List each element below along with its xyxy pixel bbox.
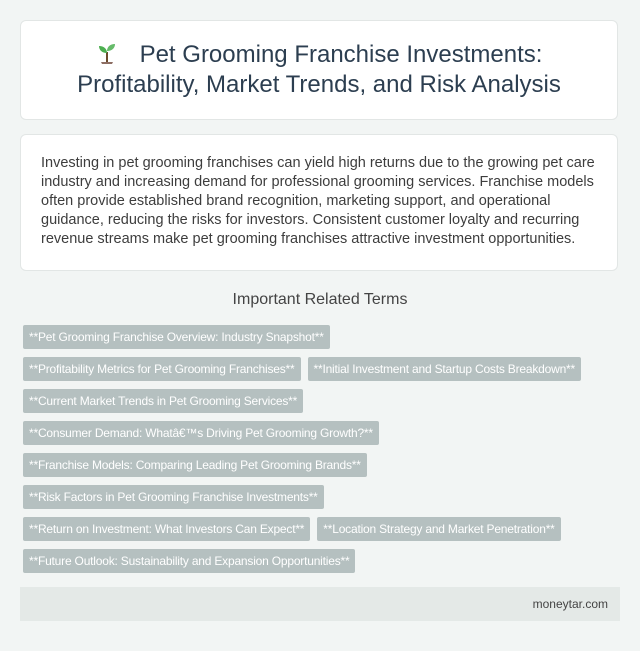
related-term-tag[interactable]: **Consumer Demand: Whatâ€™s Driving Pet Grooming Growth?** (23, 421, 379, 445)
related-term-tag[interactable]: **Location Strategy and Market Penetration** (317, 517, 560, 541)
related-term-tag[interactable]: **Future Outlook: Sustainability and Expansion Opportunities** (23, 549, 355, 573)
related-term-tag[interactable]: **Franchise Models: Comparing Leading Pet Grooming Brands** (23, 453, 367, 477)
related-terms-list (23, 325, 623, 581)
page-title-line-1 (96, 40, 543, 70)
related-term-tag[interactable]: **Risk Factors in Pet Grooming Franchise Investments** (23, 485, 324, 509)
footer (20, 587, 620, 621)
title-card (20, 20, 618, 120)
related-term-tag[interactable]: **Return on Investment: What Investors Can Expect** (23, 517, 310, 541)
footer-site-link[interactable]: moneytar.com (532, 597, 608, 611)
title-text-1: Pet Grooming Franchise Investments: (139, 41, 543, 68)
sprout-icon (96, 42, 118, 64)
summary-card (20, 134, 618, 271)
summary-text: Investing in pet grooming franchises can yield high returns due to the growing pet care industry and increasing demand for professional grooming services. Franchise models often provide established brand recognition, marketing support, and operational guidance, reducing the risks for investors. Consistent customer loyalty and recurring revenue streams make pet grooming franchises attractive investment opportunities. (41, 155, 595, 247)
related-term-tag[interactable]: **Initial Investment and Startup Costs Breakdown** (308, 357, 581, 381)
related-term-tag[interactable]: **Pet Grooming Franchise Overview: Industry Snapshot** (23, 325, 330, 349)
related-term-tag[interactable]: **Profitability Metrics for Pet Grooming Franchises** (23, 357, 301, 381)
related-terms-heading: Important Related Terms (232, 291, 408, 308)
page-title-line-2: Profitability, Market Trends, and Risk Analysis (77, 71, 561, 98)
related-term-tag[interactable]: **Current Market Trends in Pet Grooming Services** (23, 389, 303, 413)
